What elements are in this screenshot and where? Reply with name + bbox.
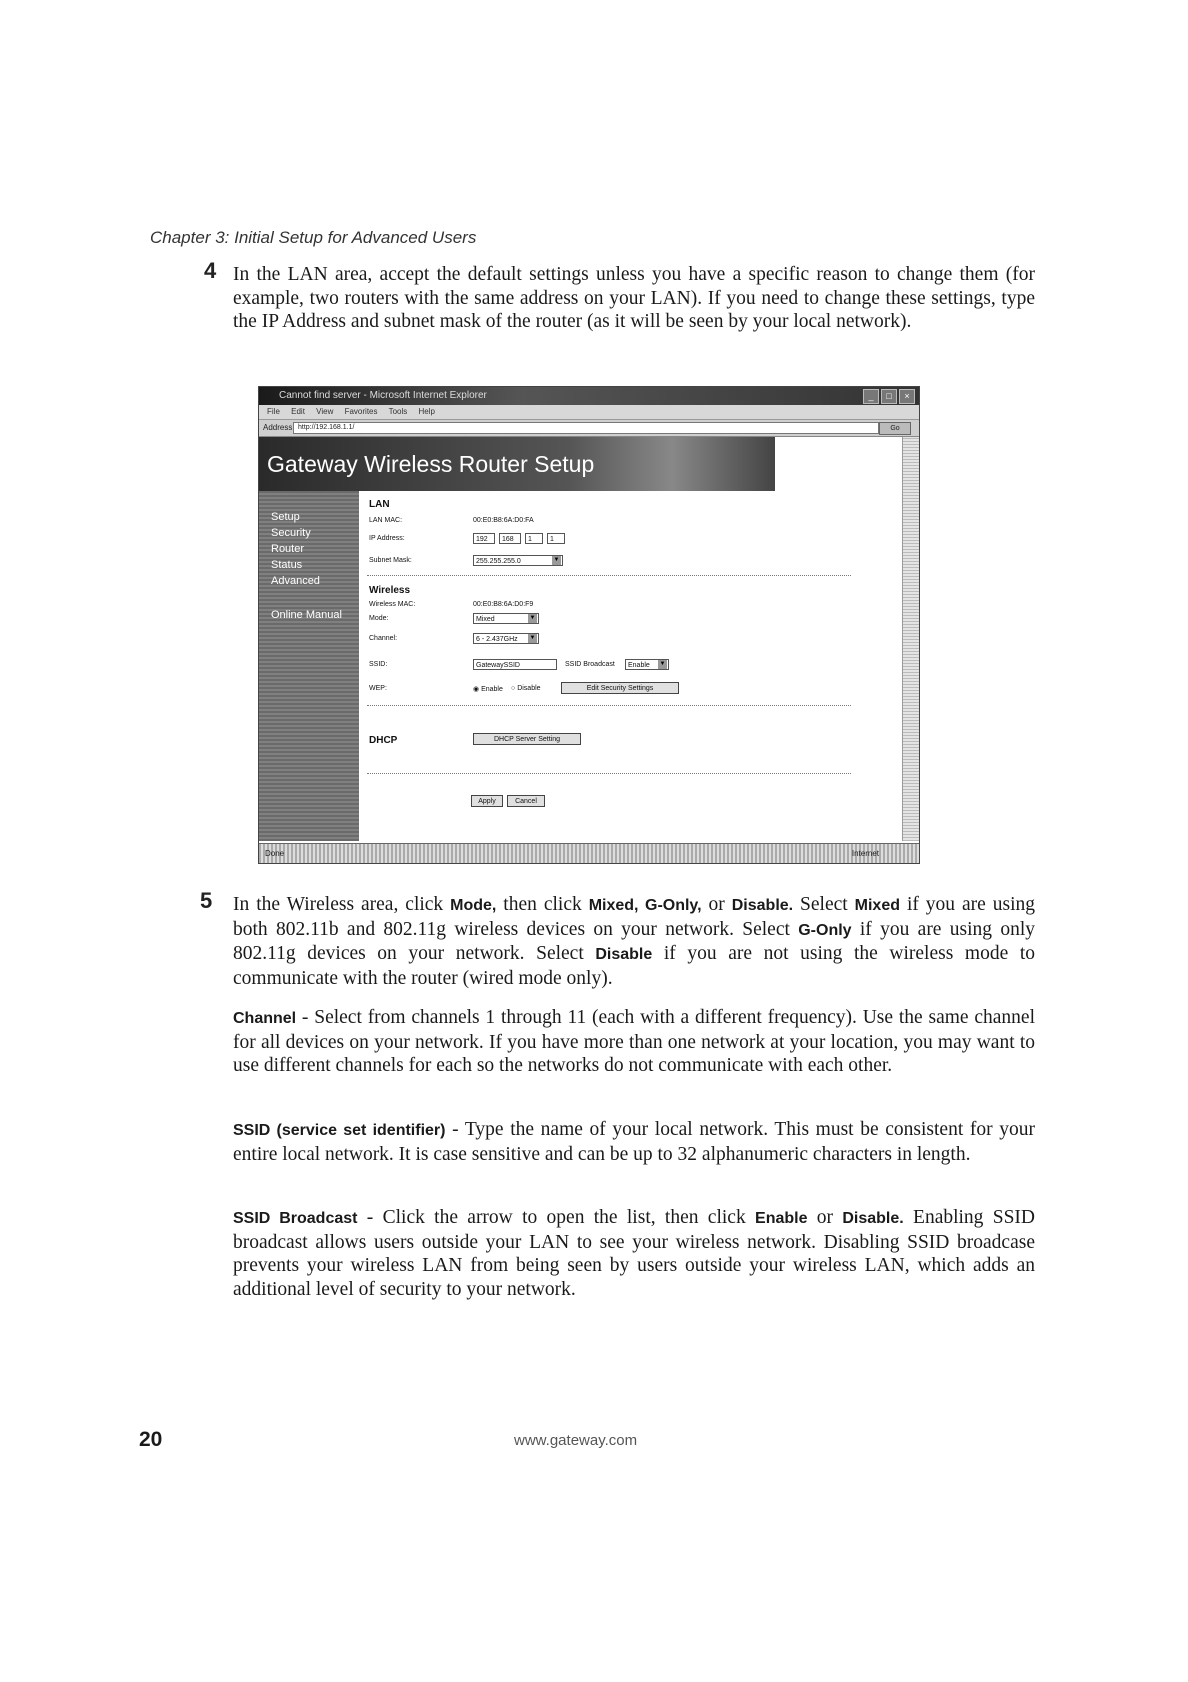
dhcp-heading: DHCP bbox=[369, 735, 398, 746]
text-run: Select bbox=[793, 894, 855, 915]
term-mixed: Mixed bbox=[854, 897, 900, 914]
mode-select[interactable]: Mixed ▼ bbox=[473, 613, 539, 624]
wireless-heading: Wireless bbox=[369, 585, 411, 596]
apply-button[interactable]: Apply bbox=[471, 795, 503, 807]
channel-label: Channel: bbox=[369, 635, 398, 642]
ssid-label: SSID: bbox=[369, 661, 388, 668]
wep-disable-label: Disable bbox=[517, 685, 541, 692]
wireless-mac-label: Wireless MAC: bbox=[369, 601, 416, 608]
status-text: Done bbox=[265, 849, 285, 858]
term-channel: Channel bbox=[233, 1010, 297, 1027]
text-run: if you are using both 802.11b and 802.11g wireless devices on your network. Select bbox=[233, 894, 1036, 940]
step-5-text bbox=[233, 893, 1035, 990]
menu-help[interactable]: Help bbox=[418, 407, 435, 416]
nav-status[interactable]: Status bbox=[271, 559, 303, 571]
text-run: In the Wireless area, click bbox=[233, 894, 451, 915]
wireless-mac-value: 00:E0:B8:6A:D0:F9 bbox=[473, 601, 534, 608]
wep-disable-radio[interactable]: ○ Disable bbox=[511, 685, 541, 692]
term-disable: Disable bbox=[595, 946, 653, 963]
vertical-scrollbar[interactable] bbox=[902, 437, 919, 841]
channel-paragraph bbox=[233, 1006, 1035, 1078]
text-run: then click bbox=[496, 894, 589, 915]
nav-online-manual[interactable]: Online Manual bbox=[271, 609, 342, 621]
address-bar bbox=[259, 420, 919, 437]
footer-url: www.gateway.com bbox=[514, 1432, 638, 1449]
divider bbox=[367, 773, 851, 774]
router-banner: Gateway Wireless Router Setup bbox=[259, 437, 775, 491]
cancel-button[interactable]: Cancel bbox=[507, 795, 545, 807]
mode-label: Mode: bbox=[369, 615, 389, 622]
wep-label: WEP: bbox=[369, 685, 387, 692]
ssid-broadcast-paragraph bbox=[233, 1206, 1035, 1301]
browser-title: Cannot find server - Microsoft Internet Explorer bbox=[279, 390, 487, 401]
nav-advanced[interactable]: Advanced bbox=[271, 575, 320, 587]
term-mode: Mode, bbox=[450, 897, 497, 914]
address-input[interactable]: http://192.168.1.1/ bbox=[293, 422, 879, 434]
step-number-4: 4 bbox=[204, 258, 217, 283]
nav-setup[interactable]: Setup bbox=[271, 511, 300, 523]
menu-favorites[interactable]: Favorites bbox=[344, 407, 378, 416]
menu-file[interactable]: File bbox=[267, 407, 280, 416]
page-number: 20 bbox=[139, 1428, 163, 1451]
text-run: if you are using only 802.11g devices on your network. Select bbox=[233, 918, 1035, 964]
text-run: if you are not using the wireless mode to communicate with the router (wired mode only). bbox=[233, 943, 1035, 989]
term-gonly: G-Only bbox=[798, 921, 852, 939]
divider bbox=[367, 575, 851, 576]
nav-router[interactable]: Router bbox=[271, 543, 305, 555]
go-button[interactable]: Go bbox=[879, 422, 911, 435]
chapter-header: Chapter 3: Initial Setup for Advanced Users bbox=[150, 228, 477, 247]
ip-octet-3[interactable]: 1 bbox=[525, 533, 543, 544]
ssid-broadcast-select[interactable]: Enable ▼ bbox=[625, 659, 669, 670]
term-ssid-broadcast: SSID Broadcast bbox=[233, 1210, 358, 1227]
menu-tools[interactable]: Tools bbox=[388, 407, 408, 416]
browser-title-bar bbox=[259, 387, 919, 405]
dhcp-server-setting-button[interactable]: DHCP Server Setting bbox=[473, 733, 581, 745]
menu-view[interactable]: View bbox=[316, 407, 334, 416]
ssid-paragraph bbox=[233, 1118, 1035, 1166]
browser-status-bar bbox=[259, 843, 919, 863]
nav-security[interactable]: Security bbox=[271, 527, 311, 539]
ip-octet-2[interactable]: 168 bbox=[499, 533, 521, 544]
router-nav bbox=[259, 491, 359, 841]
maximize-icon[interactable]: □ bbox=[881, 389, 897, 404]
step-number-5: 5 bbox=[200, 888, 213, 913]
ip-octet-1[interactable]: 192 bbox=[473, 533, 495, 544]
menu-edit[interactable]: Edit bbox=[291, 407, 305, 416]
text-run: - Click the arrow to open the list, then click bbox=[357, 1207, 756, 1228]
ip-address-label: IP Address: bbox=[369, 535, 405, 542]
close-icon[interactable]: × bbox=[899, 389, 915, 404]
status-zone: Internet bbox=[851, 849, 879, 858]
ip-octet-4[interactable]: 1 bbox=[547, 533, 565, 544]
text-run: or bbox=[701, 894, 732, 915]
minimize-icon[interactable]: _ bbox=[863, 389, 879, 404]
term-mixed-gonly: Mixed, G-Only, bbox=[588, 897, 702, 914]
text-run: - Select from channels 1 through 11 (each with a different frequency). Use the same channel for all devices on your network. If you have more than one network at your location, you may want to use different channels for each so the networks do not communicate with each other. bbox=[233, 1007, 1035, 1076]
wep-enable-label: Enable bbox=[481, 686, 503, 693]
text-run: Enabling SSID broadcast allows users outside your LAN to see your wireless network. Disabling SSID broadcase prevents your wireless LAN from being seen by users outside your wireless LAN, which adds an additional level of security to your network. bbox=[233, 1207, 1036, 1300]
step-4-text: In the LAN area, accept the default settings unless you have a specific reason to change them (for example, two routers with the same address on your LAN). If you need to change these settings, type the IP Address and subnet mask of the router (as it will be seen by your local network). bbox=[233, 264, 1035, 332]
browser-menu-bar bbox=[259, 405, 919, 420]
term-disable: Disable. bbox=[842, 1210, 904, 1227]
text-run: - Type the name of your local network. This must be consistent for your entire local network. It is case sensitive and can be up to 32 alphanumeric characters in length. bbox=[233, 1119, 1036, 1165]
term-disable: Disable. bbox=[731, 897, 794, 914]
address-label: Address bbox=[263, 423, 293, 432]
lan-mac-label: LAN MAC: bbox=[369, 517, 403, 524]
ssid-broadcast-label: SSID Broadcast bbox=[565, 661, 615, 668]
text-run: or bbox=[807, 1207, 843, 1228]
subnet-mask-label: Subnet Mask: bbox=[369, 557, 412, 564]
edit-security-settings-button[interactable]: Edit Security Settings bbox=[561, 682, 679, 694]
router-setup-screenshot bbox=[258, 386, 920, 864]
ssid-input[interactable]: GatewaySSID bbox=[473, 659, 557, 670]
divider bbox=[367, 705, 851, 706]
lan-mac-value: 00:E0:B8:6A:D0:FA bbox=[473, 517, 534, 524]
lan-heading: LAN bbox=[369, 499, 390, 510]
term-enable: Enable bbox=[755, 1210, 808, 1227]
channel-select[interactable]: 6 - 2.437GHz ▼ bbox=[473, 633, 539, 644]
wep-enable-radio[interactable]: ◉ Enable bbox=[473, 686, 503, 693]
router-content bbox=[361, 491, 861, 841]
subnet-mask-select[interactable]: 255.255.255.0 ▼ bbox=[473, 555, 563, 566]
term-ssid: SSID (service set identifier) bbox=[233, 1122, 446, 1139]
